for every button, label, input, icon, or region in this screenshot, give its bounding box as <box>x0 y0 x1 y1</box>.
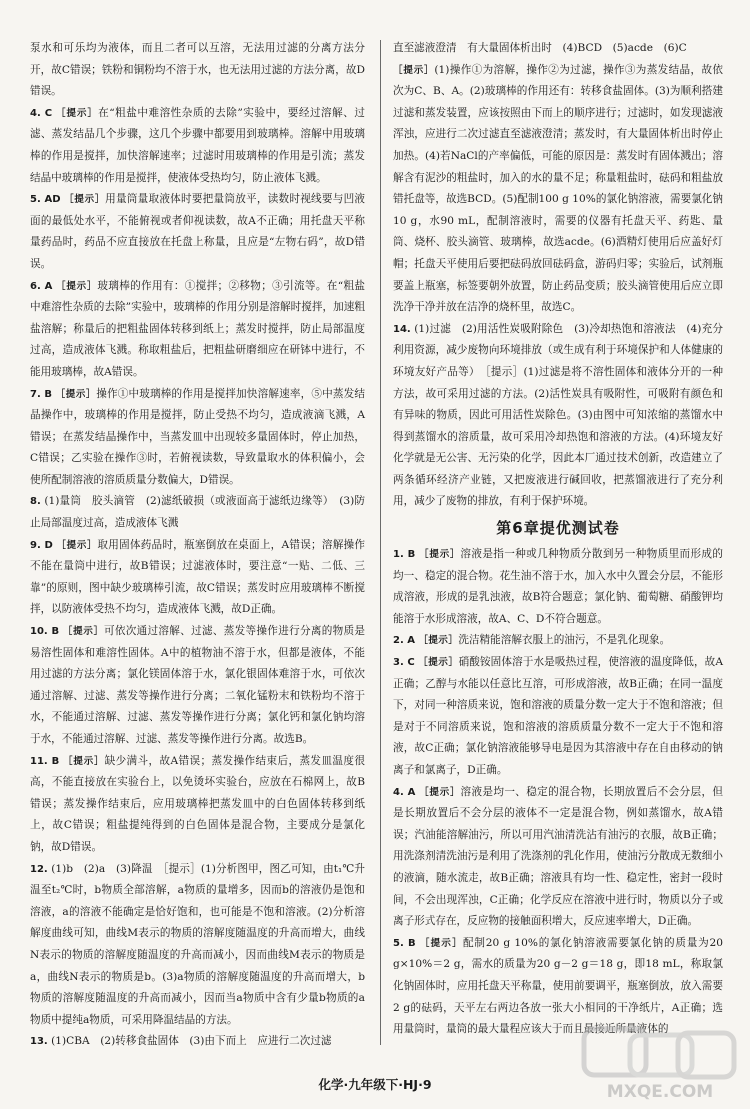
answer-item <box>30 491 365 534</box>
hint-label: ［提示］ <box>56 280 98 292</box>
answer-number: 7. B <box>30 388 53 400</box>
answer-text: 缺少满斗，故A错误；蒸发操作结束后，蒸发皿温度很高，不能直接放在实验台上，以免烫坏实验台，应放在石棉网上，故B错误；蒸发操作结束后，应用玻璃棒把蒸发皿中的白色固体转移到纸上，故C错误；粗盐提纯得到的白色固体是混合物，主要成分是氯化钠，故D错误。 <box>30 754 365 853</box>
answer-item <box>30 751 365 859</box>
answer-text: 硝酸铵固体溶于水是吸热过程，使溶液的温度降低，故A正确；乙醇与水能以任意比互溶，可形成溶液，故B正确；在同一温度下，对同一种溶质来说，饱和溶液的质量分数一定大于不饱和溶液；但是对于不同溶质来说，饱和溶液的溶质质量分数不一定大于不饱和溶液，故C正确；氯化钠溶液能够导电是因为其溶液中存在自由移动的钠离子和氯离子，D正确。 <box>393 656 723 776</box>
answer-text: (1)过滤 (2)用活性炭吸附除色 (3)冷却热饱和溶液法 (4)充分利用资源，减少废物向环境排放（或生成有利于环境保护和人体健康的环境友好产品等） ［提示］(1)过滤是将不溶性固体和液体分开的一种方法，故可采用过滤的方法。(2)活性炭具有吸附性，可吸附有颜色和有异味的物质，因此可用活性炭除色。(3)由图中可知浓缩的蒸馏水中得到蒸馏水的溶质量，故可采用冷却热饱和溶液的方法。(4)环境友好化学就是无公害、无污染的化学，因此本厂通过技术创新，改造建立了两条循环经济产业链，又把废液进行碱回收，把蒸馏液进行了充分利用，减少了废物的排放，有利于保护环境。 <box>393 322 723 508</box>
answer-item <box>30 276 365 384</box>
answer-item <box>30 189 365 275</box>
answer-number: 11. B <box>30 755 60 767</box>
answer-text: 取用固体药品时，瓶塞倒放在桌面上，A错误；溶解操作不能在量筒中进行，故B错误；过滤液体时，要注意“一贴、二低、三靠”的原则，图中缺少玻璃棒引流，故C错误；蒸发时应用玻璃棒不断搅拌，以防液体受热不均匀，造成液体飞溅，故D正确。 <box>30 538 365 616</box>
answer-text: 配制20 g 10%的氯化钠溶液需要氯化钠的质量为20 g×10%＝2 g，需水的质量为20 g－2 g＝18 g，即18 mL，称取氯化钠固体时，应用托盘天平称量，使用前要调平，瓶塞倒放，放入需要2 g的砝码，天平左右两边各放一张大小相同的干净纸片，A正确；选用量筒时，量筒的最大量程应该大于而且最接近所量液体的 <box>393 936 723 1036</box>
answer-item <box>30 103 365 189</box>
left-column <box>30 38 365 1053</box>
answer-text: 在“粗盐中难溶性杂质的去除”实验中，要经过溶解、过滤、蒸发结晶几个步骤，这几个步骤中都要用到玻璃棒。溶解中用玻璃棒的作用是搅拌，加快溶解速率；过滤时用玻璃棒的作用是引流；蒸发结晶中玻璃棒的作用是搅拌，使液体受热均匀，防止液体飞溅。 <box>30 106 365 184</box>
answer-item <box>393 319 723 513</box>
answer-text: (1)操作①为溶解，操作②为过滤，操作③为蒸发结晶，故依次为C、B、A。(2)玻璃棒的作用还有：转移食盐固体。(3)为顺利搭建过滤和蒸发装置，应该按照由下而上的顺序进行；过滤时，如发现滤液浑浊，应进行二次过滤直至滤液澄清；蒸发时，有大量固体析出时停止加热。(4)若NaCl的产率偏低，可能的原因是：蒸发时有固体溅出；溶解含有泥沙的粗盐时，加入的水的量不足；称量粗盐时，砝码和粗盐放错托盘等，故选BCD。(5)配制100 g 10%的氯化钠溶液，需要氯化钠10 g，水90 mL，配制溶液时，需要的仪器有托盘天平、药匙、量筒、烧杯、胶头滴管、玻璃棒，故选acde。(6)酒精灯使用后应盖好灯帽；托盘天平使用后要把砝码放回砝码盒，游码归零；实验后，试剂瓶要盖上瓶塞，标签要朝外放置，防止药品变质；胶头滴管使用后应立即洗净干净并放在洁净的烧杯里，故选C。 <box>393 63 723 314</box>
hint-label: ［提示］ <box>62 626 104 638</box>
answer-number: 8. <box>30 496 41 508</box>
answer-text: (1)CBA (2)转移食盐固体 (3)由下而上 应进行二次过滤 <box>51 1035 332 1048</box>
hint-label: ［提示］ <box>419 937 463 949</box>
chapter-test-answers <box>393 544 723 1041</box>
answer-number: 1. B <box>393 549 416 561</box>
answer-number: 14. <box>393 323 411 335</box>
answer-item <box>393 60 723 319</box>
answer-number: 5. B <box>393 937 416 949</box>
answer-item <box>30 384 365 492</box>
right-column <box>393 38 723 1041</box>
hint-label: ［提示］ <box>418 549 461 561</box>
hint-label: ［提示］ <box>418 635 459 647</box>
answer-number: 4. A <box>393 786 416 798</box>
page-footer: 化学·九年级下·HJ·9 <box>318 1077 432 1092</box>
answer-item <box>393 782 723 933</box>
answer-text: 玻璃棒的作用有：①搅拌；②移物；③引流等。在“粗盐中难溶性杂质的去除”实验中，玻璃棒的作用分别是溶解时搅拌，加速粗盐溶解；称量后的把粗盐固体转移到纸上；蒸发时搅拌，防止局部温度过高，造成液体飞溅。称取粗盐后，把粗盐研磨细应在研钵中进行，不能用玻璃棒，故A错误。 <box>30 279 365 378</box>
answer-text: 直至滤液澄清 有大量固体析出时 (4)BCD (5)acde (6)C <box>393 42 687 54</box>
hint-label: ［提示］ <box>62 755 105 767</box>
answer-number: 6. A <box>30 280 53 292</box>
answer-number: 9. D <box>30 539 53 551</box>
answer-text: (1)b (2)a (3)降温 ［提示］(1)分析图甲，图乙可知，由t₁℃升温至t₂℃时，b物质全部溶解，a物质的量增多，因而b的溶液仍是饱和溶液，a的溶液不能确定是恰好饱和，也可能是不饱和溶液。(2)分析溶解度曲线可知，曲线M表示的物质的溶解度随温度的升高而增大，曲线N表示的物质的溶解度随温度的升高而减小，因而曲线M表示的物质是a，曲线N表示的物质是b。(3)a物质的溶解度随温度的升高而增大，b物质的溶解度随温度的升高而减小，因而当a物质中含有少量b物质的a物质中提纯a物质，可采用降温结晶的方法。 <box>30 862 365 1026</box>
answer-item <box>30 859 365 1032</box>
answer-item <box>393 38 723 60</box>
answer-item <box>30 535 365 621</box>
answer-item <box>30 38 365 103</box>
hint-label: ［提示］ <box>56 107 99 119</box>
answer-item <box>30 621 365 751</box>
watermark-logo-icon <box>580 1025 740 1103</box>
answer-number: 3. C <box>393 657 415 669</box>
watermark-logo <box>580 1025 740 1103</box>
answer-number: 13. <box>30 1036 48 1048</box>
answer-text: 泵水和可乐均为液体，而且二者可以互溶，无法用过滤的分离方法分开，故C错误；铁粉和铜粉均不溶于水，也无法用过滤的方法分离，故D错误。 <box>30 42 365 98</box>
answer-text: 溶液是指一种或几种物质分散到另一种物质里而形成的均一、稳定的混合物。花生油不溶于水，加入水中久置会分层，不能形成溶液，形成的是乳浊液，故B符合题意；氯化钠、葡萄糖、硝酸钾均能溶于水形成溶液，故A、C、D不符合题意。 <box>393 548 723 625</box>
section-title: 第6章提优测试卷 <box>496 519 620 538</box>
answer-text: (1)量筒 胶头滴管 (2)滤纸破损（或液面高于滤纸边缘等） (3)防止局部温度过高，造成液体飞溅 <box>30 495 366 530</box>
hint-label: ［提示］ <box>56 539 98 551</box>
hint-label: ［提示］ <box>64 194 106 206</box>
answer-number: 4. C <box>30 107 53 119</box>
answer-text: 用量筒量取液体时要把量筒放平，读数时视线要与凹液面的最低处水平，不能俯视或者仰视读数，故A不正确；用托盘天平称量药品时，药品不应直接放在托盘上称量，且应是“左物右码”，故D错误。 <box>30 193 366 270</box>
answer-text: 溶液是均一、稳定的混合物，长期放置后不会分层，但是长期放置后不会分层的液体不一定是混合物，例如蒸馏水，故A错误；汽油能溶解油污，所以可用汽油清洗沾有油污的衣服，故B正确；用洗涤剂清洗油污是利用了洗涤剂的乳化作用，使油污分散成无数细小的液滴，随水流走，故B正确；溶液具有均一性、稳定性，密封一段时间，不会出现浑浊，C正确；化学反应在溶液中进行时，物质以分子或离子形式存在，反应物的接触面积增大，反应速率增大，D正确。 <box>393 785 723 928</box>
hint-label: ［提示］ <box>418 657 459 669</box>
hint-label: ［提示］ <box>419 786 461 798</box>
answer-text: 洗洁精能溶解衣服上的油污，不是乳化现象。 <box>458 634 671 647</box>
answer-number: 10. B <box>30 626 60 638</box>
answer-item <box>393 630 723 652</box>
column-divider <box>380 40 381 1045</box>
answer-number: 5. AD <box>30 194 61 206</box>
answer-text: 可依次通过溶解、过滤、蒸发等操作进行分离的物质是易溶性固体和难溶性固体。A中的植物油不溶于水，但都是液体，不能用过滤的方法分离；氯化镁固体溶于水，氯化银固体难溶于水，可依次通过溶解、过滤、蒸发等操作进行分离；二氧化锰粉末和铁粉均不溶于水，不能通过溶解、过滤、蒸发等操作进行分离；氯化钙和氯化钠均溶于水，不能通过溶解、过滤、蒸发等操作进行分离。故选B。 <box>30 625 365 745</box>
watermark-url: MXQE.COM <box>606 1082 714 1102</box>
answer-item <box>393 544 723 630</box>
answer-item <box>30 1031 365 1053</box>
answer-number: 2. A <box>393 635 415 647</box>
answer-text: 操作①中玻璃棒的作用是搅拌加快溶解速率，⑤中蒸发结晶操作中，玻璃棒的作用是搅拌，防止受热不均匀，造成液滴飞溅，A错误；在蒸发结晶操作中，当蒸发皿中出现较多量固体时，停止加热，C错误；乙实验在操作③时，若俯视读数，导致量取水的体积偏小，会使所配制溶液的溶质质量分数偏大，D错误。 <box>30 387 365 486</box>
answer-number: 12. <box>30 863 48 875</box>
hint-label: ［提示］ <box>393 64 435 76</box>
answer-item <box>393 652 723 782</box>
right-column-answers <box>393 38 723 513</box>
hint-label: ［提示］ <box>55 388 97 400</box>
